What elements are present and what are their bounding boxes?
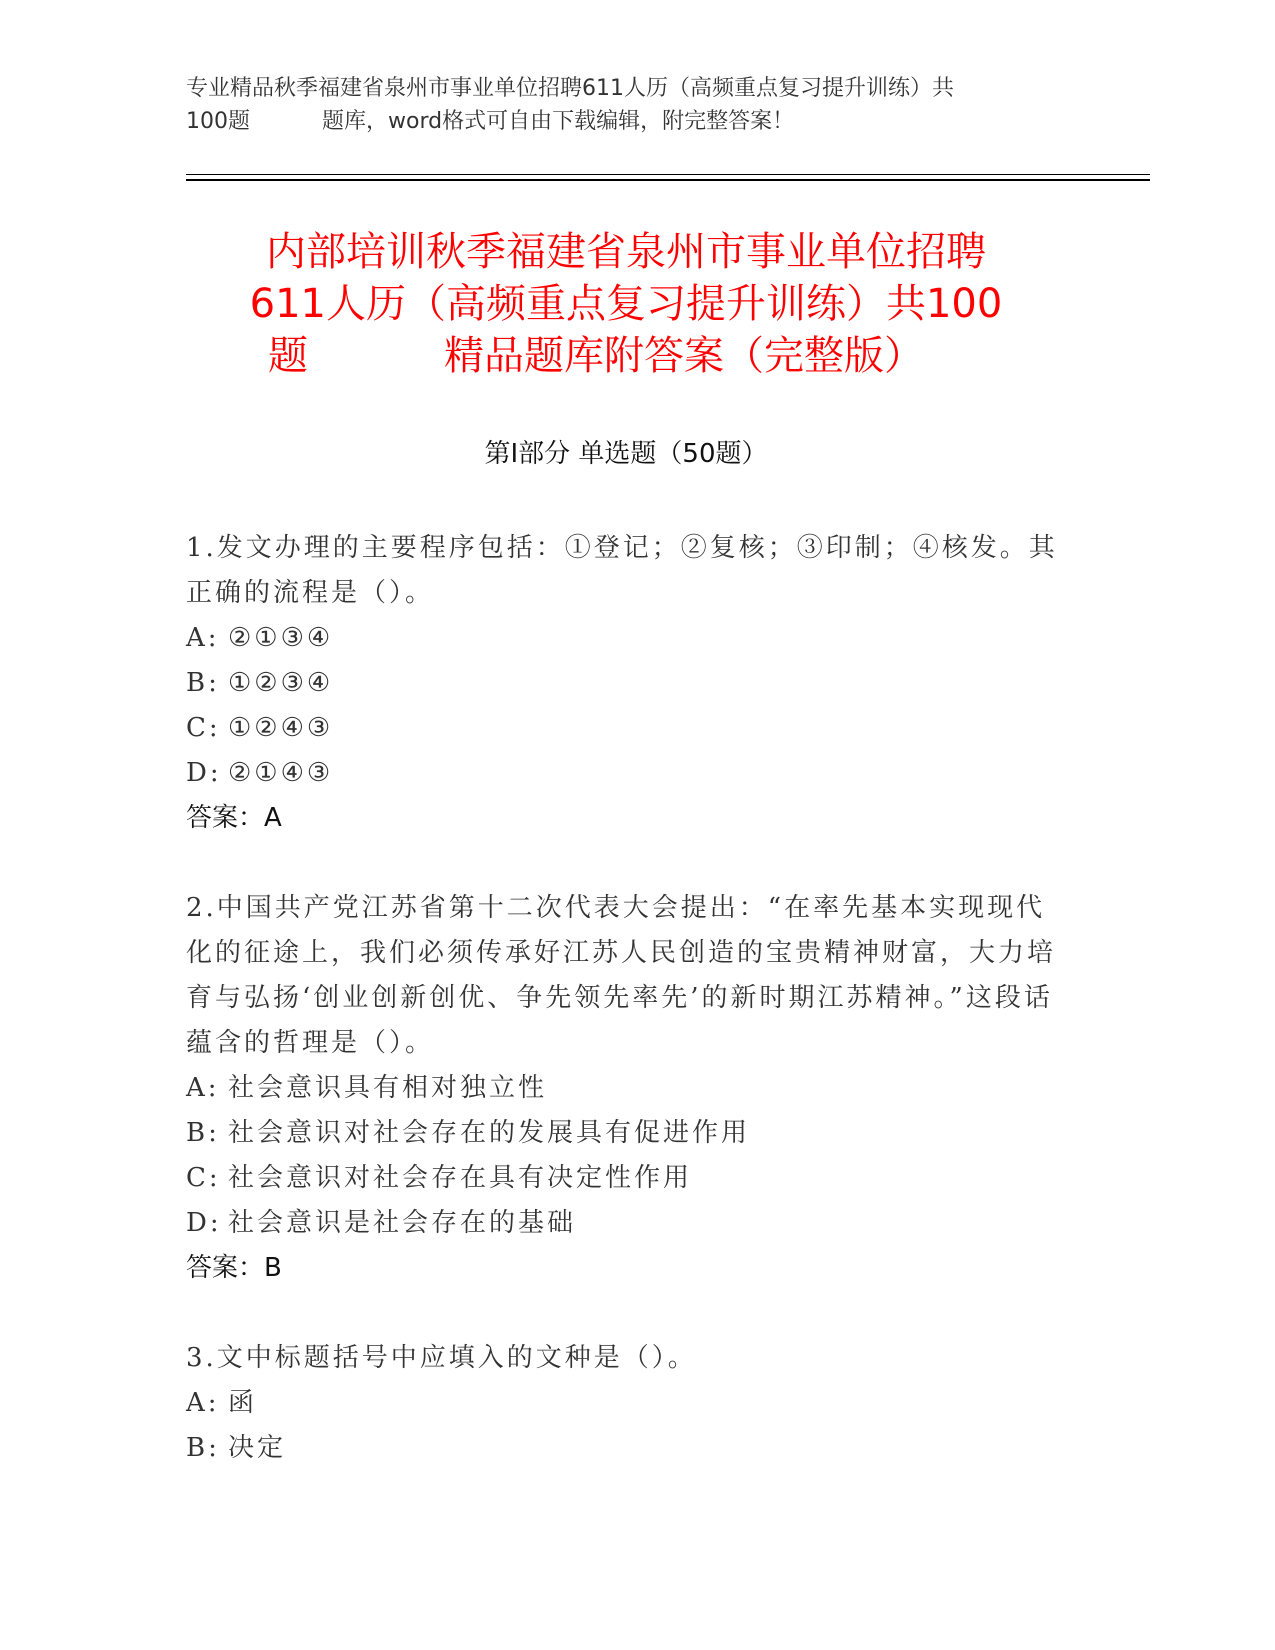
question-stem: 1.发文办理的主要程序包括：①登记；②复核；③印制；④核发。其正确的流程是（）。	[186, 533, 1058, 608]
header-note-line-1: 专业精品秋季福建省泉州市事业单位招聘611人历（高频重点复习提升训练）共	[186, 76, 954, 101]
answer-line: 答案：B	[186, 1253, 282, 1283]
option-letter: D:	[186, 758, 222, 788]
question-list	[186, 526, 1066, 1471]
option-a	[186, 1381, 1066, 1426]
section-heading: 第Ⅰ部分 单选题（50题）	[484, 439, 768, 469]
question-stem: 2.中国共产党江苏省第十二次代表大会提出：“在率先基本实现现代化的征途上，我们必须传承好江苏人民创造的宝贵精神财富，大力培育与弘扬‘创业创新创优、争先领先率先’的新时期江苏精神。”这段话蕴含的哲理是（）。	[186, 893, 1057, 1058]
option-text: 决定	[228, 1433, 287, 1463]
option-letter: A:	[186, 623, 220, 653]
document-title	[186, 226, 1066, 382]
header-note-line-2	[186, 105, 1066, 138]
option-text: 社会意识是社会存在的基础	[228, 1208, 577, 1238]
header-note	[186, 72, 1066, 138]
option-d	[186, 1201, 1066, 1246]
option-letter: C:	[186, 713, 221, 743]
option-d	[186, 751, 1066, 796]
option-b	[186, 1426, 1066, 1471]
option-letter: B:	[186, 1433, 220, 1463]
option-text: ①②③④	[228, 668, 334, 698]
question-3	[186, 1336, 1066, 1471]
option-letter: A:	[186, 1388, 220, 1418]
answer-line: 答案：A	[186, 803, 282, 833]
option-text: ②①③④	[228, 623, 334, 653]
title-line-1: 内部培训秋季福建省泉州市事业单位招聘	[266, 229, 986, 275]
option-letter: A:	[186, 1073, 220, 1103]
option-text: 社会意识对社会存在的发展具有促进作用	[228, 1118, 751, 1148]
option-c	[186, 1156, 1066, 1201]
option-letter: B:	[186, 668, 220, 698]
option-a	[186, 616, 1066, 661]
option-text: ②①④③	[228, 758, 334, 788]
option-text: ①②④③	[228, 713, 334, 743]
title-line-2: 611人历（高频重点复习提升训练）共100	[249, 281, 1003, 327]
option-b	[186, 1111, 1066, 1156]
option-letter: D:	[186, 1208, 222, 1238]
question-stem: 3.文中标题括号中应填入的文种是（）。	[186, 1343, 697, 1373]
title-line-3-start: 题	[268, 333, 308, 379]
header-note-count: 100题	[186, 109, 250, 134]
option-text: 社会意识对社会存在具有决定性作用	[228, 1163, 693, 1193]
question-2	[186, 886, 1066, 1291]
option-text: 社会意识具有相对独立性	[228, 1073, 548, 1103]
option-text: 函	[228, 1388, 258, 1418]
title-line-3	[186, 330, 1066, 382]
option-letter: B:	[186, 1118, 220, 1148]
option-letter: C:	[186, 1163, 221, 1193]
option-c	[186, 706, 1066, 751]
title-line-3-end: 精品题库附答案（完整版）	[444, 333, 924, 379]
header-note-description: 题库，word格式可自由下载编辑，附完整答案！	[322, 109, 795, 134]
header-divider-thin	[186, 174, 1150, 175]
option-a	[186, 1066, 1066, 1111]
option-b	[186, 661, 1066, 706]
header-divider-thick	[186, 179, 1150, 181]
question-1	[186, 526, 1066, 841]
